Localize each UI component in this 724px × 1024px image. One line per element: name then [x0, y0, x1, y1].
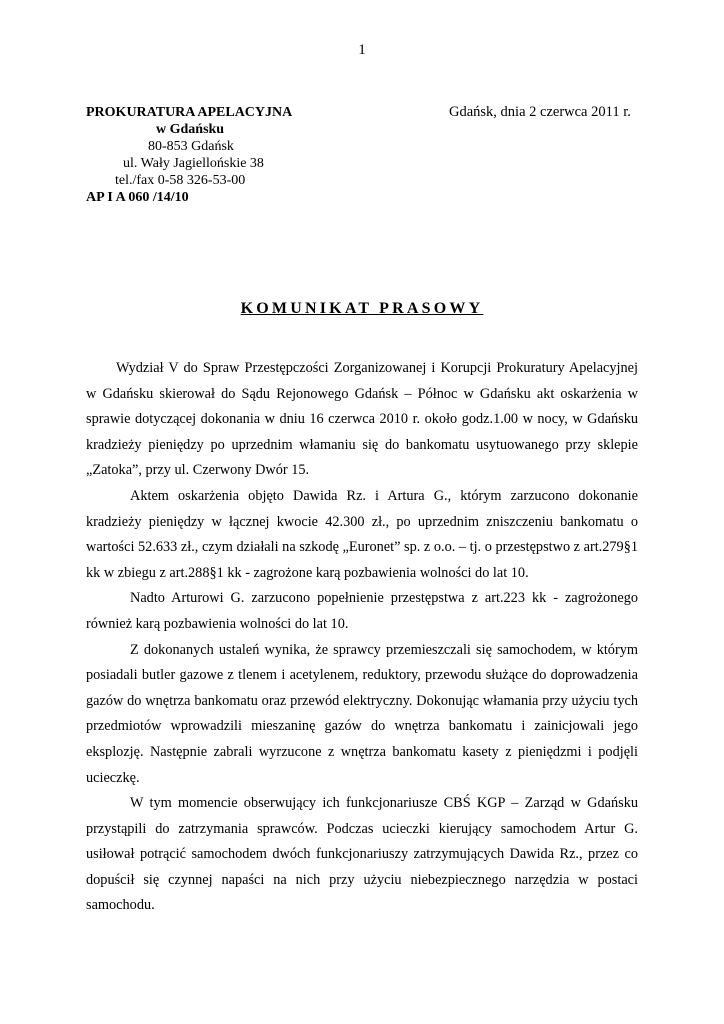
phone-fax: tel./fax 0-58 326-53-00	[115, 173, 246, 188]
office-name: PROKURATURA APELACYJNA	[86, 105, 293, 120]
document-body	[86, 356, 638, 919]
reference-number: AP I A 060 /14/10	[86, 190, 189, 205]
sender-block	[86, 104, 336, 206]
address-postal: 80-853 Gdańsk	[148, 139, 234, 154]
paragraph: Z dokonanych ustaleń wynika, że sprawcy przemieszczali się samochodem, w którym posiadali butler gazowe z tlenem i acetylenem, reduktory, przewodu służące do doprowadzenia gazów do wnętrza bankomatu oraz przewód elektryczny. Dokonując włamania przy użyciu tych przedmiotów wprowadzili mieszaninę gazów do wnętrza bankomatu i zainicjowali jego eksplozję. Następnie zabrali wyrzucone z wnętrza bankomatu kasety z pieniędzmi i podjęli ucieczkę.	[86, 641, 638, 786]
date-line: Gdańsk, dnia 2 czerwca 2011 r.	[449, 104, 631, 120]
paragraph: W tym momencie obserwujący ich funkcjonariusze CBŚ KGP – Zarząd w Gdańsku przystąpili do zatrzymania sprawców. Podczas ucieczki kierujący samochodem Artur G. usiłował potrącić samochodem dwóch funkcjonariuszy zatrzymujących Dawida Rz., przez co dopuścił się czynnej napaści na nich przy użyciu niebezpiecznego narzędzia w postaci samochodu.	[86, 795, 638, 914]
document-title: KOMUNIKAT PRASOWY	[240, 300, 484, 317]
paragraph: Wydział V do Spraw Przestępczości Zorganizowanej i Korupcji Prokuratury Apelacyjnej w Gdańsku skierował do Sądu Rejonowego Gdańsk – Północ w Gdańsku akt oskarżenia w sprawie dotyczącej dokonania w dniu 16 czerwca 2010 r. około godz.1.00 w nocy, w Gdańsku kradzieży pieniędzy po uprzednim włamaniu się do bankomatu usytuowanego przy sklepie „Zatoka”, przy ul. Czerwony Dwór 15.	[86, 360, 638, 479]
page-number: 1	[358, 42, 366, 58]
paragraph: Aktem oskarżenia objęto Dawida Rz. i Artura G., którym zarzucono dokonanie kradzieży pieniędzy w łącznej kwocie 42.300 zł., po uprzednim zniszczeniu bankomatu o wartości 52.633 zł., czym działali na szkodę „Euronet” sp. z o.o. – tj. o przestępstwo z art.279§1 kk w zbiegu z art.288§1 kk - zagrożone karą pozbawienia wolności do lat 10.	[86, 487, 638, 581]
address-street: ul. Wały Jagiellońskie 38	[123, 156, 264, 171]
office-city: w Gdańsku	[156, 122, 225, 137]
paragraph: Nadto Arturowi G. zarzucono popełnienie przestępstwa z art.223 kk - zagrożonego również karą pozbawienia wolności do lat 10.	[86, 590, 638, 632]
